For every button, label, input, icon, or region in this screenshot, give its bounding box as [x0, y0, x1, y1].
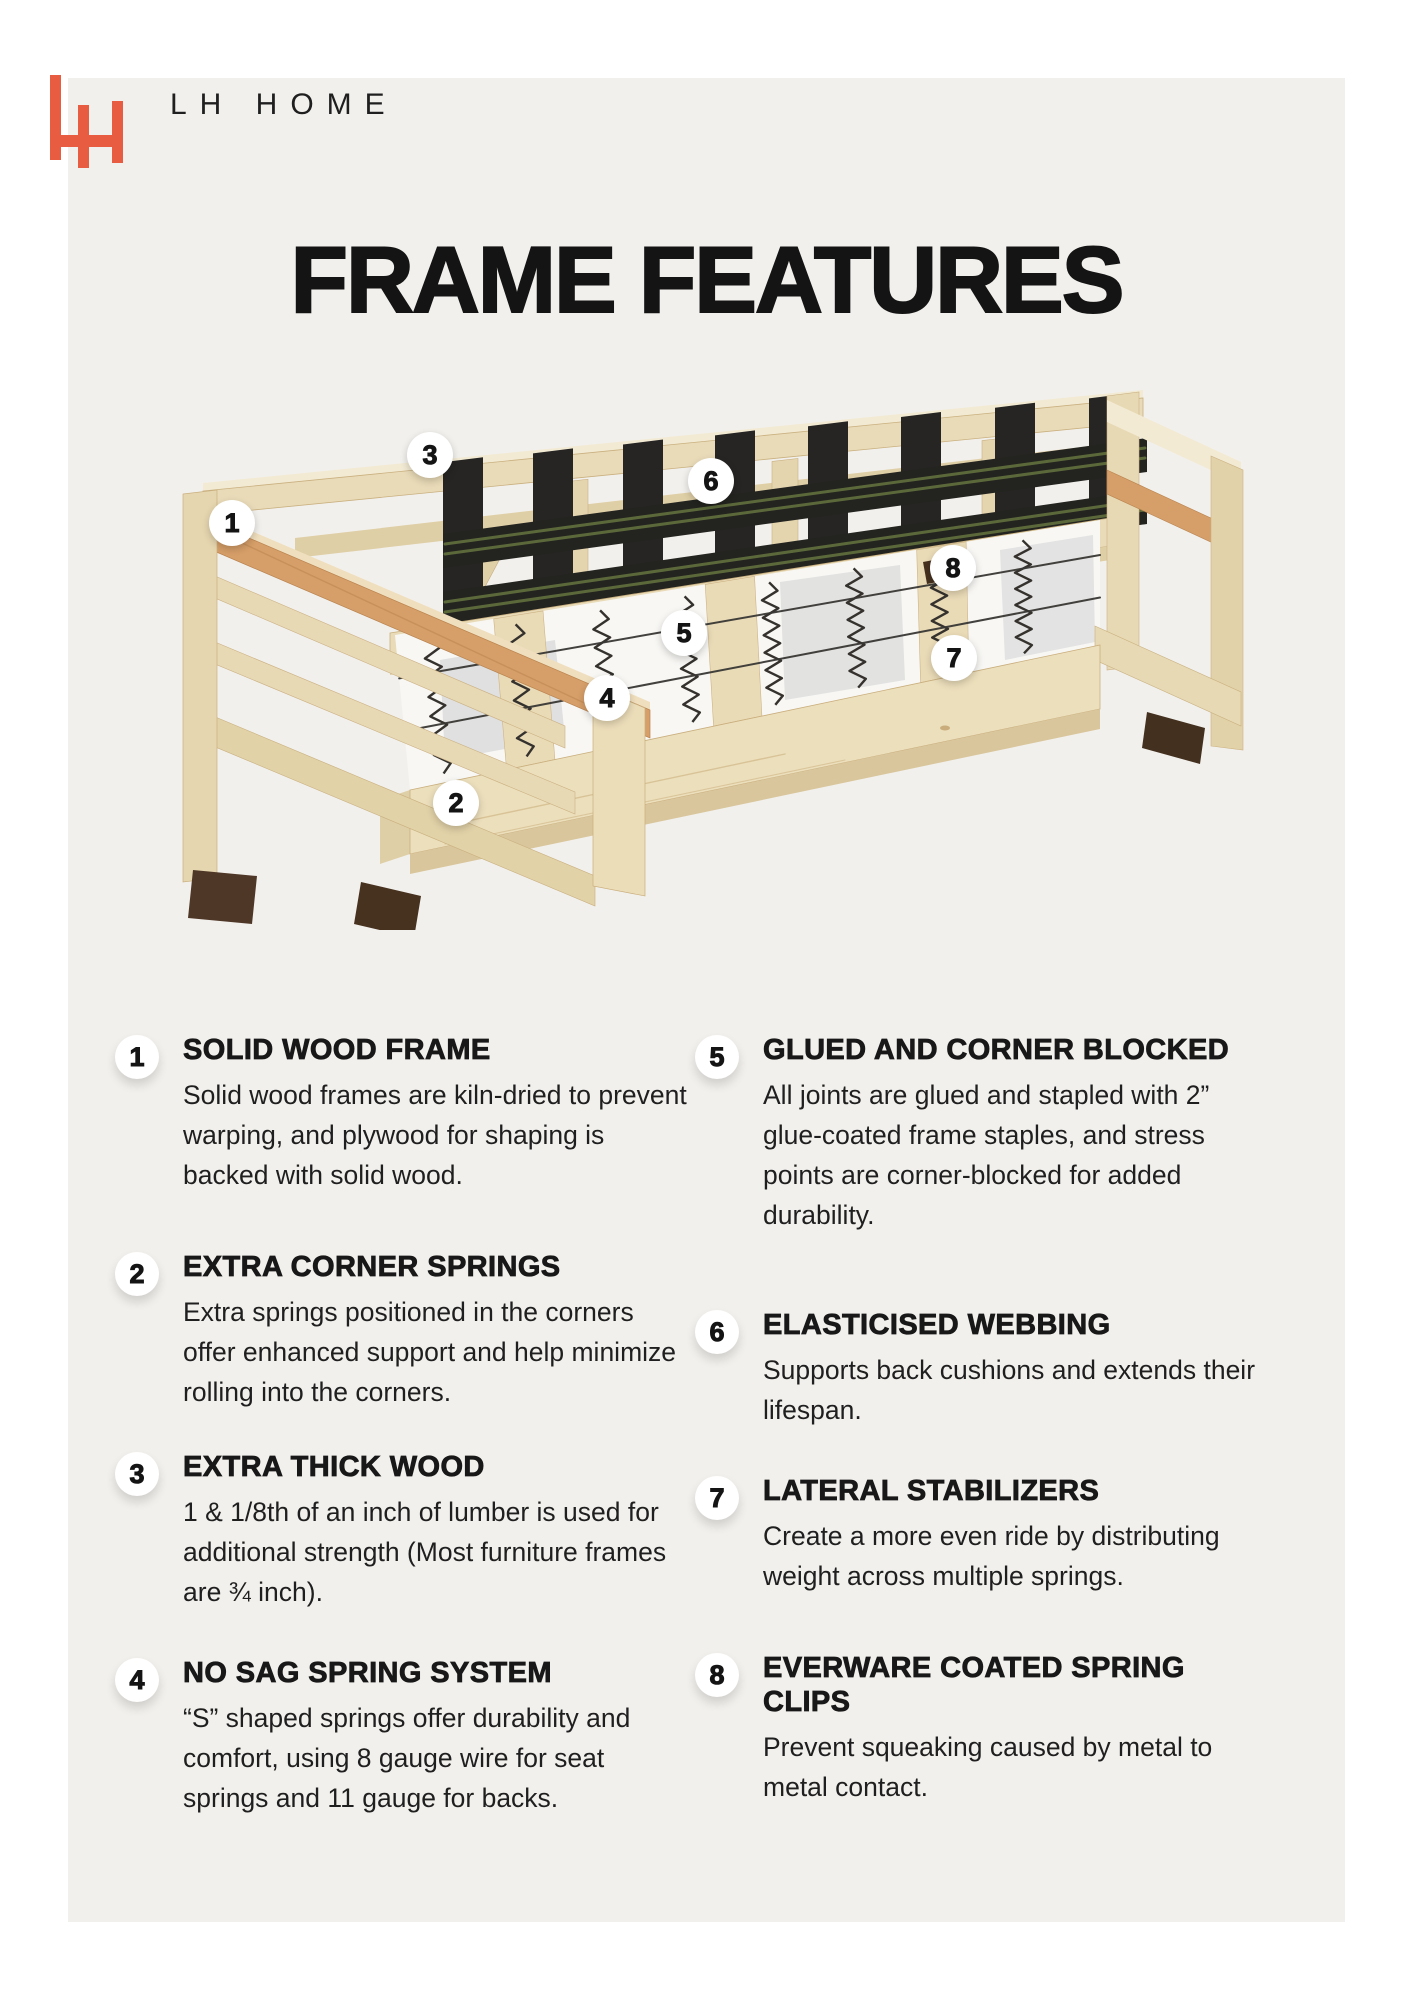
feature-description: “S” shaped springs offer durability and comfort, using 8 gauge wire for seat springs and 11 gauge for backs.: [183, 1703, 631, 1813]
feature-item: [115, 1656, 690, 1818]
feature-column-left: [115, 1033, 690, 1818]
feature-number-badge: 7: [695, 1476, 739, 1520]
feature-heading: SOLID WOOD FRAME: [183, 1034, 491, 1066]
feature-heading: ELASTICISED WEBBING: [763, 1309, 1111, 1341]
brand-name: LH HOME: [170, 88, 398, 121]
feature-number-badge: 8: [695, 1653, 739, 1697]
feature-description: Prevent squeaking caused by metal to metal contact.: [763, 1732, 1213, 1802]
feature-heading: GLUED AND CORNER BLOCKED: [763, 1034, 1230, 1066]
callout-6: 6: [688, 458, 734, 504]
frame-illustration: [145, 330, 1245, 930]
callout-3: 3: [407, 432, 453, 478]
feature-number-badge: 3: [115, 1452, 159, 1496]
callout-1: 1: [209, 500, 255, 546]
feature-heading: LATERAL STABILIZERS: [763, 1475, 1100, 1507]
feature-number-badge: 4: [115, 1658, 159, 1702]
callout-4: 4: [584, 675, 630, 721]
feature-description: Create a more even ride by distributing weight across multiple springs.: [763, 1521, 1220, 1591]
feature-number-badge: 1: [115, 1035, 159, 1079]
feature-description: Extra springs positioned in the corners offer enhanced support and help minimize rolling into the corners.: [183, 1297, 677, 1407]
feature-number-badge: 6: [695, 1310, 739, 1354]
feature-item: [695, 1651, 1307, 1807]
feature-item: [695, 1474, 1307, 1596]
feature-column-right: [695, 1033, 1307, 1807]
feature-item: [115, 1033, 690, 1195]
feature-number-badge: 2: [115, 1252, 159, 1296]
feature-heading: EVERWARE COATED SPRING CLIPS: [763, 1652, 1185, 1718]
callout-2: 2: [433, 780, 479, 826]
page-title: FRAME FEATURES: [290, 227, 1123, 332]
feature-description: 1 & 1/8th of an inch of lumber is used for additional strength (Most furniture frames are ¾ inch).: [183, 1497, 667, 1607]
feature-item: [115, 1450, 690, 1612]
feature-item: [695, 1033, 1307, 1235]
lh-logo-icon: [50, 75, 123, 168]
feature-description: All joints are glued and stapled with 2” glue-coated frame staples, and stress points are corner-blocked for added durability.: [763, 1080, 1210, 1230]
callout-7: 7: [931, 635, 977, 681]
feature-heading: EXTRA CORNER SPRINGS: [183, 1251, 561, 1283]
feature-item: [695, 1308, 1307, 1430]
feature-description: Supports back cushions and extends their lifespan.: [763, 1355, 1256, 1425]
feature-description: Solid wood frames are kiln-dried to prevent warping, and plywood for shaping is backed with solid wood.: [183, 1080, 687, 1190]
feature-heading: NO SAG SPRING SYSTEM: [183, 1657, 552, 1689]
callout-8: 8: [930, 545, 976, 591]
feature-heading: EXTRA THICK WOOD: [183, 1451, 485, 1483]
callout-5: 5: [661, 610, 707, 656]
feature-number-badge: 5: [695, 1035, 739, 1079]
feature-item: [115, 1250, 690, 1412]
